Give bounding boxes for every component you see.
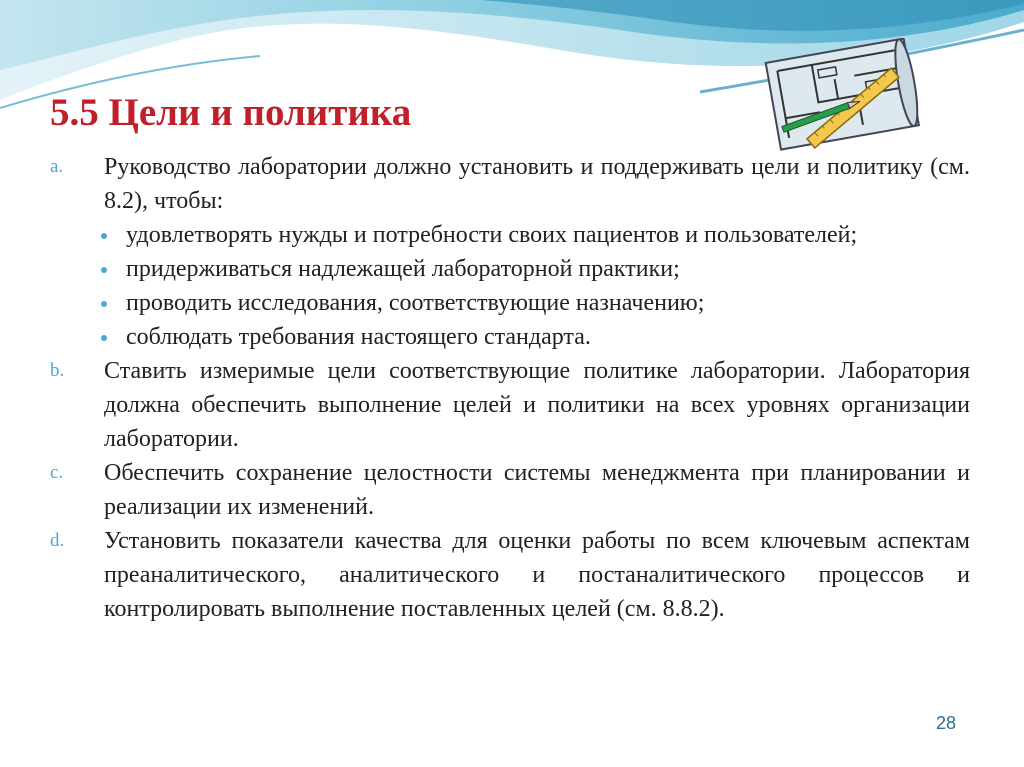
sub-list-item-text: придерживаться надлежащей лабораторной практики;	[126, 256, 680, 282]
bullet-icon	[101, 267, 107, 273]
page-number: 28	[936, 713, 957, 733]
list-marker: b.	[50, 360, 65, 381]
list-item-a	[50, 150, 970, 218]
sub-list-item	[126, 320, 970, 354]
sub-list-item-text: удовлетворять нужды и потребности своих пациентов и пользователей;	[126, 222, 858, 248]
list-marker: a.	[50, 156, 64, 177]
sub-list-item	[126, 252, 970, 286]
slide-body	[48, 150, 970, 626]
sub-list-item-text: соблюдать требования настоящего стандарта.	[126, 324, 591, 350]
blueprint-ruler-pencil-icon	[758, 38, 928, 153]
list-item-text: Руководство лаборатории должно установить и поддерживать цели и политику (см. 8.2), чтобы:	[104, 154, 970, 214]
list-item-text: Обеспечить сохранение целостности системы менеджмента при планировании и реализации их изменений.	[104, 460, 970, 520]
bullet-icon	[101, 301, 107, 307]
sub-list-item	[126, 286, 970, 320]
list-item-text: Ставить измеримые цели соответствующие политике лаборатории. Лаборатория должна обеспечить выполнение целей и политики на всех уровнях организации лаборатории.	[104, 358, 970, 452]
bullet-icon	[101, 233, 107, 239]
list-marker: c.	[50, 462, 64, 483]
bullet-icon	[101, 335, 107, 341]
list-item-c	[50, 456, 970, 524]
sub-list-item-text: проводить исследования, соответствующие назначению;	[126, 290, 705, 316]
list-item-text: Установить показатели качества для оценки работы по всем ключевым аспектам преаналитического, аналитического и постаналитического процессов и контролировать выполнение поставленных целей (см. 8.8.2).	[104, 528, 970, 622]
list-marker: d.	[50, 530, 65, 551]
list-item-b	[50, 354, 970, 456]
sub-list-item	[126, 218, 970, 252]
slide-title: 5.5 Цели и политика	[50, 91, 412, 134]
list-item-d	[50, 524, 970, 626]
